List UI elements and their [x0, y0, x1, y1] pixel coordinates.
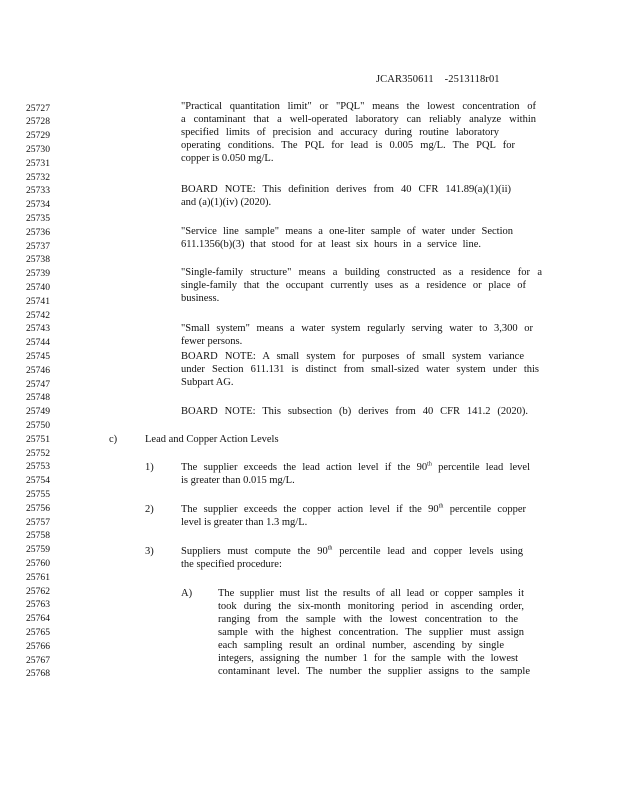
item-2-marker: 2)	[145, 504, 154, 515]
single-family-definition	[181, 266, 542, 305]
text-line: 611.1356(b)(3) that stood for at least six hours in a service line.	[181, 239, 481, 250]
text-line: "Single-family structure" means a building constructed as a residence for a	[181, 267, 542, 278]
item-A-text	[218, 587, 530, 678]
line-number: 25766	[26, 640, 50, 652]
text-line: and (a)(1)(iv) (2020).	[181, 197, 272, 208]
text-line: each sampling result an ordinal number, ascending by single	[218, 640, 504, 651]
line-number: 25743	[26, 323, 50, 335]
text-line: copper is 0.050 mg/L.	[181, 153, 274, 164]
text-line: a contaminant that a well-operated laboratory can reliably analyze within	[181, 114, 536, 125]
line-number: 25751	[26, 433, 50, 445]
line-number: 25737	[26, 240, 50, 252]
text-line: the specified procedure:	[181, 559, 282, 570]
text-line: fewer persons.	[181, 336, 243, 347]
line-number: 25748	[26, 392, 50, 404]
text-line: BOARD NOTE: This subsection (b) derives from 40 CFR 141.2 (2020).	[181, 406, 528, 417]
line-number: 25761	[26, 571, 50, 583]
line-number: 25735	[26, 212, 50, 224]
text-line: sample with the highest concentration. The supplier must assign	[218, 627, 524, 638]
item-3-text	[181, 545, 523, 571]
line-number: 25739	[26, 268, 50, 280]
line-number: 25752	[26, 447, 50, 459]
line-number: 25753	[26, 461, 50, 473]
text-line	[181, 545, 523, 558]
line-number: 25733	[26, 185, 50, 197]
line-number: 25746	[26, 364, 50, 376]
line-number: 25755	[26, 488, 50, 500]
line-number: 25765	[26, 626, 50, 638]
superscript: th	[427, 461, 432, 468]
text-line	[181, 461, 530, 474]
text-line: "Practical quantitation limit" or "PQL" means the lowest concentration of	[181, 101, 536, 112]
line-number: 25730	[26, 143, 50, 155]
line-number: 25738	[26, 254, 50, 266]
section-c-marker: c)	[109, 434, 118, 445]
text-line: contaminant level. The number the supplier assigns to the sample	[218, 666, 530, 677]
line-number: 25757	[26, 516, 50, 528]
line-number: 25768	[26, 668, 50, 680]
text-line: BOARD NOTE: This definition derives from 40 CFR 141.89(a)(1)(ii)	[181, 184, 511, 195]
line-number: 25744	[26, 337, 50, 349]
superscript: th	[327, 545, 333, 552]
text-line: level is greater than 1.3 mg/L.	[181, 517, 308, 528]
text-line: ranging from the sample with the lowest concentration to the	[218, 614, 518, 625]
text-fragment: Suppliers must compute the 90	[181, 546, 328, 557]
section-c-title: Lead and Copper Action Levels	[145, 434, 279, 445]
line-number: 25732	[26, 171, 50, 183]
line-number: 25729	[26, 130, 50, 142]
text-line	[181, 503, 526, 516]
text-fragment: percentile copper	[443, 504, 526, 515]
text-line: took during the six-month monitoring period in ascending order,	[218, 601, 524, 612]
line-number: 25736	[26, 226, 50, 238]
text-line: BOARD NOTE: A small system for purposes of small system variance	[181, 351, 524, 362]
text-line: specified limits of precision and accuracy during routine laboratory	[181, 127, 499, 138]
line-number: 25731	[26, 157, 50, 169]
document-id-header: JCAR350611 -2513118r01	[376, 74, 500, 85]
line-number: 25741	[26, 295, 50, 307]
board-note-small-system	[181, 350, 539, 389]
pql-definition	[181, 100, 536, 165]
line-number: 25740	[26, 281, 50, 293]
superscript: th	[438, 503, 444, 510]
line-number: 25758	[26, 530, 50, 542]
line-number: 25742	[26, 309, 50, 321]
line-number: 25747	[26, 378, 50, 390]
service-line-definition	[181, 225, 513, 251]
line-number: 25767	[26, 654, 50, 666]
item-1-text	[181, 461, 530, 487]
line-number: 25749	[26, 406, 50, 418]
text-line: Subpart AG.	[181, 377, 234, 388]
item-1-marker: 1)	[145, 462, 154, 473]
board-note-pql	[181, 183, 511, 209]
text-fragment: percentile lead and copper levels using	[332, 546, 523, 557]
text-fragment: The supplier exceeds the copper action level if the 90	[181, 504, 439, 515]
text-fragment: The supplier exceeds the lead action level if the 90	[181, 462, 428, 473]
text-line: under Section 611.131 is distinct from small-sized water system under this	[181, 364, 539, 375]
line-number: 25750	[26, 419, 50, 431]
board-note-subsection-b	[181, 405, 528, 418]
text-line: business.	[181, 293, 220, 304]
line-number: 25760	[26, 557, 50, 569]
line-number: 25759	[26, 544, 50, 556]
line-number: 25763	[26, 599, 50, 611]
item-A-marker: A)	[181, 588, 193, 599]
text-line: is greater than 0.015 mg/L.	[181, 475, 295, 486]
line-number: 25756	[26, 502, 50, 514]
line-number: 25764	[26, 613, 50, 625]
line-number: 25734	[26, 199, 50, 211]
text-fragment: percentile lead level	[431, 462, 530, 473]
item-3-marker: 3)	[145, 546, 154, 557]
line-number: 25745	[26, 350, 50, 362]
text-line: The supplier must list the results of all lead or copper samples it	[218, 588, 524, 599]
line-number: 25727	[26, 102, 50, 114]
text-line: integers, assigning the number 1 for the sample with the lowest	[218, 653, 518, 664]
item-2-text	[181, 503, 526, 529]
text-line: "Small system" means a water system regularly serving water to 3,300 or	[181, 323, 533, 334]
text-line: "Service line sample" means a one-liter sample of water under Section	[181, 226, 513, 237]
small-system-definition	[181, 322, 533, 348]
line-number: 25762	[26, 585, 50, 597]
text-line: single-family that the occupant currently uses as a residence or place of	[181, 280, 526, 291]
line-number: 25728	[26, 116, 50, 128]
text-line: operating conditions. The PQL for lead is 0.005 mg/L. The PQL for	[181, 140, 515, 151]
line-number: 25754	[26, 475, 50, 487]
